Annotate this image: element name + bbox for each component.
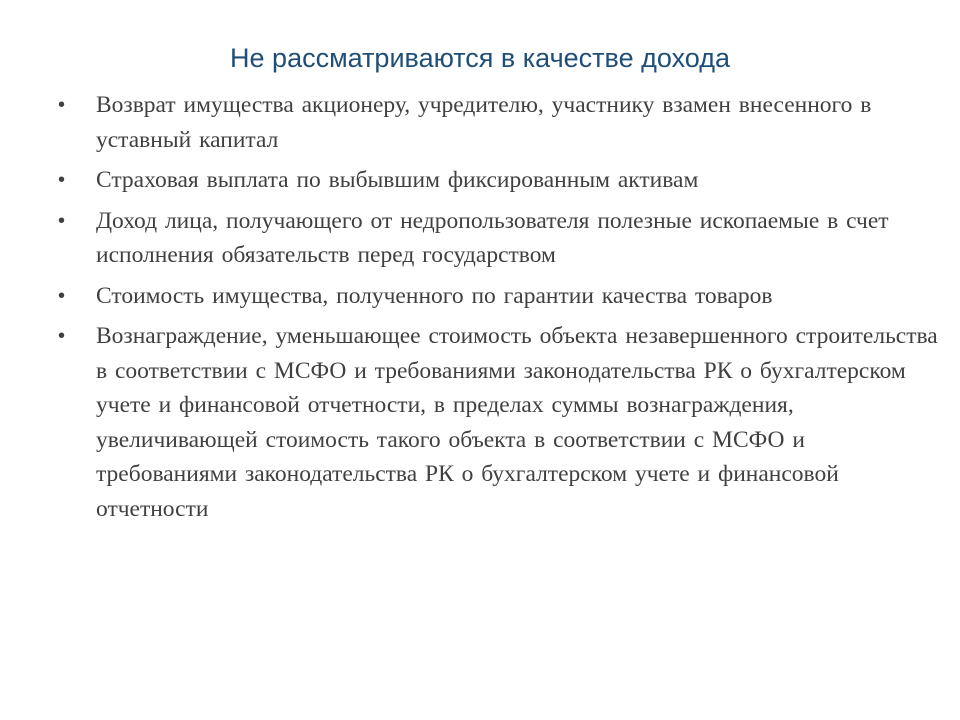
bullet-icon: • [58,94,66,116]
list-item-text: Стоимость имущества, полученного по гарантии качества товаров [96,282,773,309]
bullet-icon: • [58,169,66,191]
list-item-text: Доход лица, получающего от недропользователя полезные ископаемые в счет исполнения обязательств перед государством [96,207,889,268]
bullet-icon: • [58,325,66,347]
list-item [58,88,938,157]
list-item-text: Вознаграждение, уменьшающее стоимость объекта незавершенного строительства в соответствии с МСФО и требованиями законодательства РК о бухгалтерском учете и финансовой отчетности, в пределах суммы вознаграждения, увеличивающей стоимость такого объекта в соответствии с МСФО и требованиями законодательства РК о бухгалтерском учете и финансовой отчетности [96,323,938,522]
list-item [58,163,938,198]
list-item-text: Возврат имущества акционеру, учредителю, участнику взамен внесенного в уставный капитал [96,92,872,153]
bullet-icon: • [58,284,66,307]
list-item [58,279,938,314]
list-item [58,319,938,526]
list-item-text: Страховая выплата по выбывшим фиксированным активам [96,167,699,193]
list-item [58,204,938,273]
slide-title: Не рассматриваются в качестве дохода [230,43,730,73]
bullet-list [58,88,938,532]
bullet-icon: • [58,209,66,232]
